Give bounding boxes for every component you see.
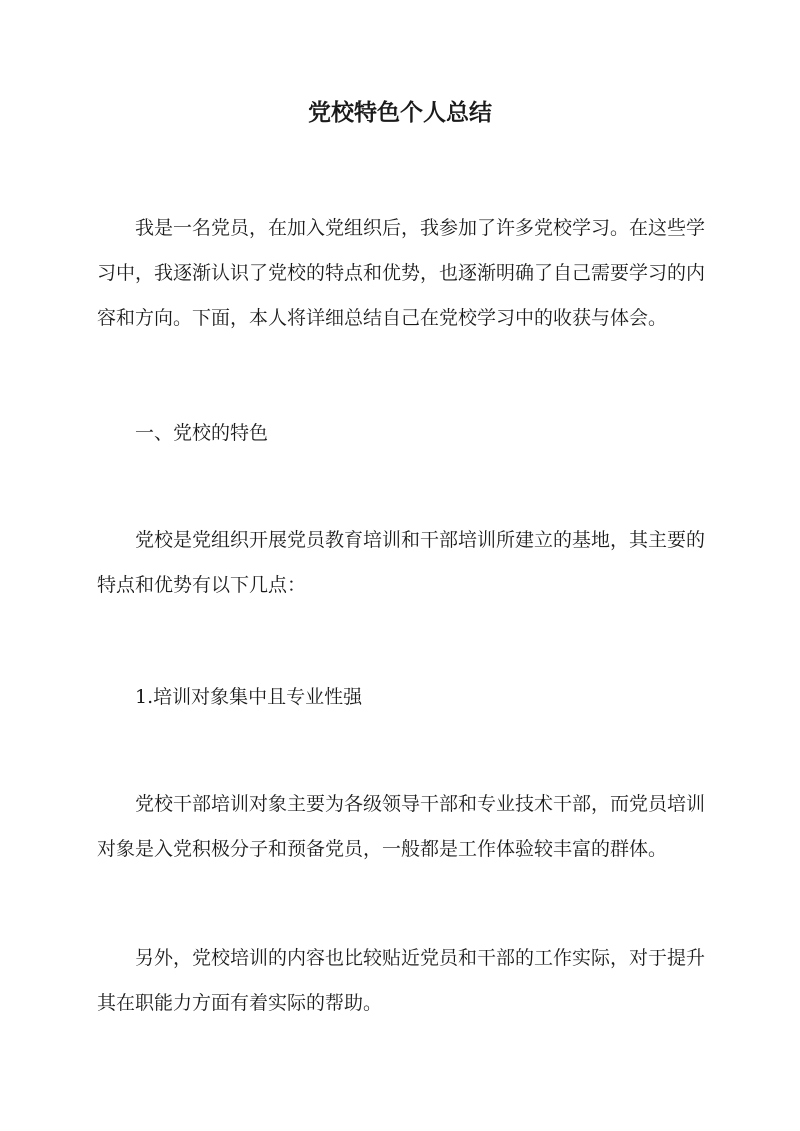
features-paragraph: 党校是党组织开展党员教育培训和干部培训所建立的基地，其主要的特点和优势有以下几点： xyxy=(97,529,706,596)
page-title: 党校特色个人总结 xyxy=(308,99,492,126)
subheading-training-targets: 1.培训对象集中且专业性强 xyxy=(135,686,363,708)
training-content-paragraph: 另外，党校培训的内容也比较贴近党员和干部的工作实际，对于提升其在职能力方面有着实际的帮助。 xyxy=(97,947,706,1014)
training-targets-paragraph: 党校干部培训对象主要为各级领导干部和专业技术干部，而党员培训对象是入党积极分子和预备党员，一般都是工作体验较丰富的群体。 xyxy=(97,793,706,860)
section-heading-features: 一、党校的特色 xyxy=(135,422,269,444)
intro-paragraph: 我是一名党员，在加入党组织后，我参加了许多党校学习。在这些学习中，我逐渐认识了党校的特点和优势，也逐渐明确了自己需要学习的内容和方向。下面，本人将详细总结自己在党校学习中的收获与体会。 xyxy=(97,217,706,329)
